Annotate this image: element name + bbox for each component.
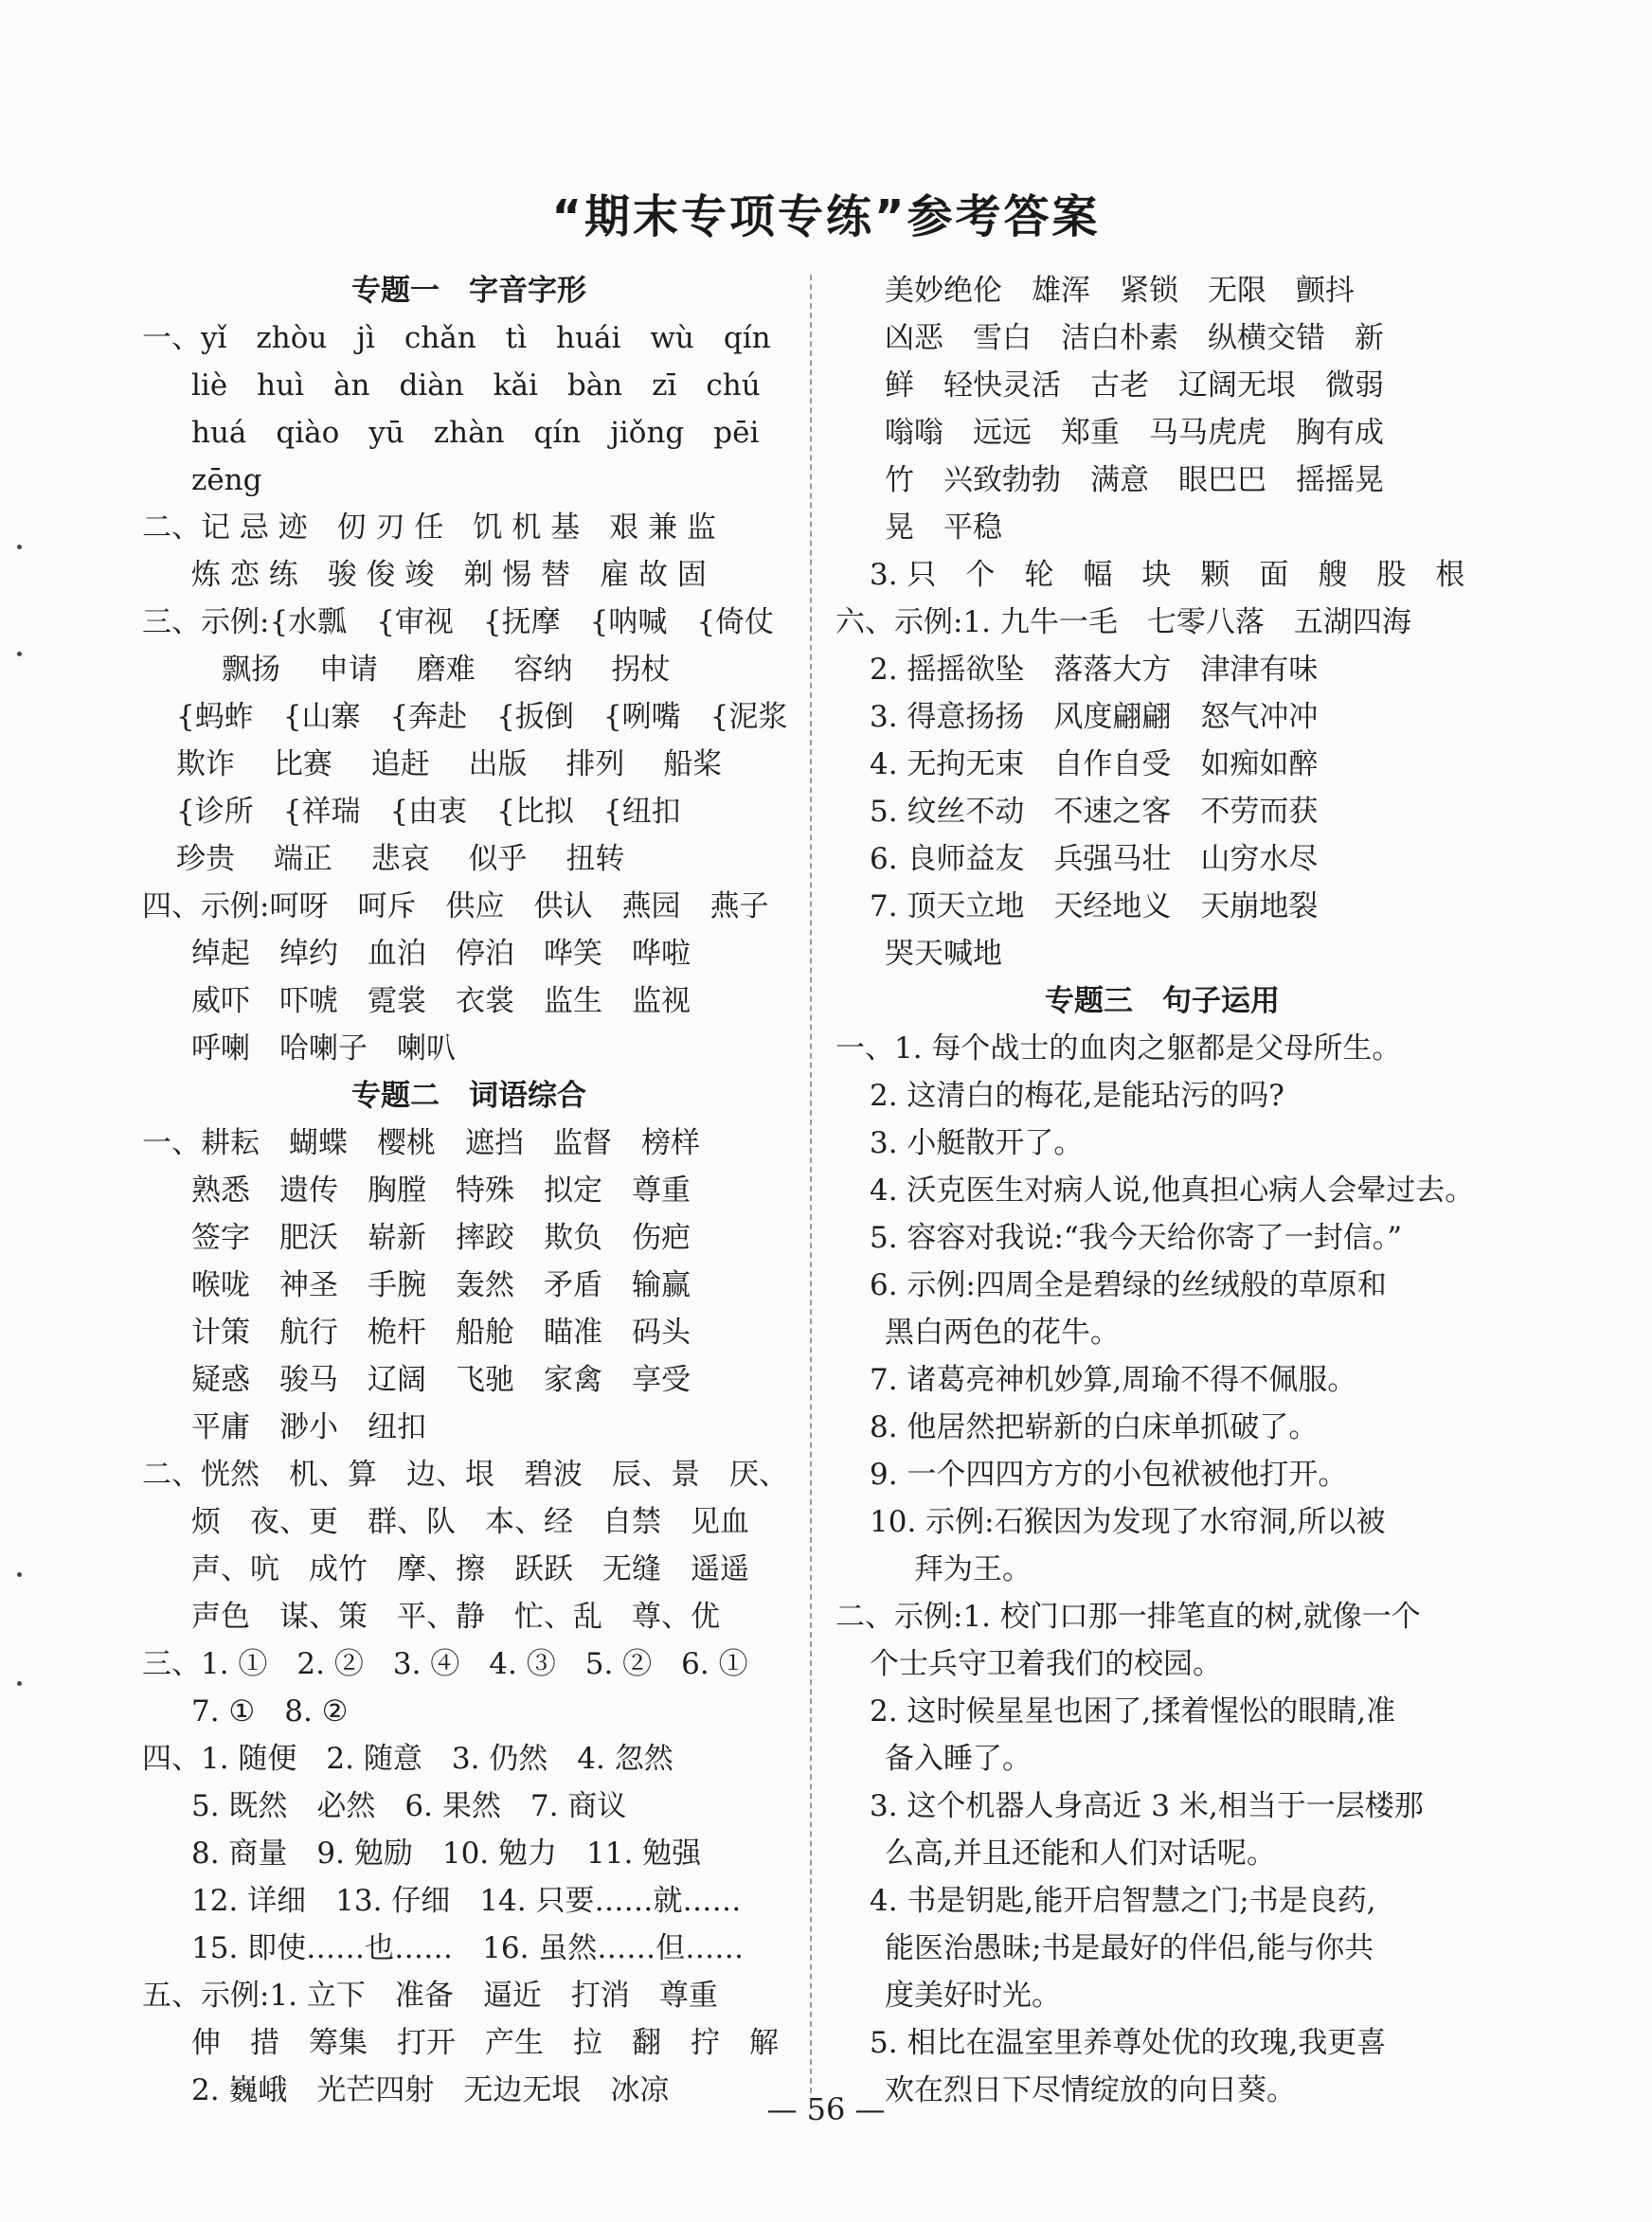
answer-line: {蚂蚱 {山寨 {奔赴 {扳倒 {咧嘴 {泥浆 [176,700,788,734]
answer-line: 5. 相比在温室里养尊处优的玫瑰,我更喜 [870,2026,1387,2060]
answer-line: 绰起 绰约 血泊 停泊 哗笑 哗啦 [191,937,691,971]
answer-line: 欺诈 比赛 追赶 出版 排列 船桨 [176,747,723,781]
answer-line: 3. 这个机器人身高近 3 米,相当于一层楼那 [870,1789,1424,1823]
margin-dot [17,545,22,549]
answer-line: 一、1. 每个战士的血肉之躯都是父母所生。 [835,1031,1402,1066]
answer-line: 计策 航行 桅杆 船舱 瞄准 码头 [191,1316,691,1350]
answer-line: 6. 良师益友 兵强马壮 山穷水尽 [870,842,1319,876]
answer-line: 黑白两色的花牛。 [885,1316,1120,1350]
answer-line: 7. 顶天立地 天经地义 天崩地裂 [870,889,1319,923]
page-number: — 56 — [766,2091,886,2127]
answer-line: 喉咙 神圣 手腕 轰然 矛盾 输赢 [191,1268,691,1302]
answer-line: 三、1. ① 2. ② 3. ④ 4. ③ 5. ② 6. ① [142,1647,748,1681]
left-column [142,267,796,2114]
answer-line: 竹 兴致勃勃 满意 眼巴巴 摇摇晃 [885,463,1384,497]
answer-line: 5. 纹丝不动 不速之客 不劳而获 [870,795,1319,829]
answer-line: 15. 即使……也…… 16. 虽然……但…… [191,1931,745,1965]
answer-line: 鲜 轻快灵活 古老 辽阔无垠 微弱 [885,368,1384,403]
answer-line: 熟悉 遗传 胸膛 特殊 拟定 尊重 [191,1174,691,1208]
answer-line: 6. 示例:四周全是碧绿的丝绒般的草原和 [870,1268,1387,1302]
answer-line: 12. 详细 13. 仔细 14. 只要……就…… [191,1884,742,1918]
answer-line: 六、示例:1. 九牛一毛 七零八落 五湖四海 [835,605,1411,639]
answer-line: 四、1. 随便 2. 随意 3. 仍然 4. 忽然 [142,1742,673,1776]
answer-line: 二、示例:1. 校门口那一排笔直的树,就像一个 [835,1600,1421,1634]
answer-line: 伸 措 筹集 打开 产生 拉 翻 拧 解 [191,2026,779,2060]
answer-line: liè huì àn diàn kǎi bàn zī chú [191,368,761,403]
answer-line: 一、yǐ zhòu jì chǎn tì huái wù qín [142,321,771,355]
answer-line: 平庸 渺小 纽扣 [191,1410,426,1444]
answer-line: 9. 一个四四方方的小包袱被他打开。 [870,1458,1348,1492]
answer-line: 晃 平稳 [885,511,1002,545]
answer-line: 一、耕耘 蝴蝶 樱桃 遮挡 监督 榜样 [142,1126,700,1160]
answer-line: 美妙绝伦 雄浑 紧锁 无限 颤抖 [885,274,1355,308]
answer-line: zēng [191,463,262,497]
column-divider [810,275,812,2093]
answer-line: 备入睡了。 [885,1742,1032,1776]
answer-line: 2. 这时候星星也困了,揉着惺忪的眼睛,准 [870,1694,1396,1729]
answer-line: 呼喇 哈喇子 喇叭 [191,1031,456,1066]
answer-line: 10. 示例:石猴因为发现了水帘洞,所以被 [870,1505,1386,1539]
answer-line: 声色 谋、策 平、静 忙、乱 尊、优 [191,1600,720,1634]
answer-line: 声、吭 成竹 摩、擦 跃跃 无缝 遥遥 [191,1552,749,1586]
answer-line: 么高,并且还能和人们对话呢。 [885,1837,1276,1871]
answer-line: 二、记 忌 迹 仞 刃 任 饥 机 基 艰 兼 监 [142,511,716,545]
margin-dot [17,1681,22,1686]
section-title: 专题一 字音字形 [351,274,586,308]
section-title: 专题三 句子运用 [1045,984,1280,1018]
answer-line: 个士兵守卫着我们的校园。 [870,1647,1222,1681]
answer-line: 7. 诸葛亮神机妙算,周瑜不得不佩服。 [870,1363,1357,1397]
answer-line: 5. 容容对我说:“我今天给你寄了一封信。” [870,1221,1403,1255]
answer-line: 4. 书是钥匙,能开启智慧之门;书是良药, [870,1884,1376,1918]
margin-dot [17,1572,22,1577]
answer-line: 炼 恋 练 骏 俊 竣 剃 惕 替 雇 故 固 [191,558,707,592]
answer-line: huá qiào yū zhàn qín jiǒng pēi [191,416,760,450]
answer-line: 凶恶 雪白 洁白朴素 纵横交错 新 [885,321,1384,355]
page-title: “期末专项专练”参考答案 [551,190,1101,243]
answer-line: 疑惑 骏马 辽阔 飞驰 家禽 享受 [191,1363,691,1397]
answer-line: 四、示例:呵呀 呵斥 供应 供认 燕园 燕子 [142,889,769,923]
answer-line: 4. 无拘无束 自作自受 如痴如醉 [870,747,1319,781]
answer-line: 烦 夜、更 群、队 本、经 自禁 见血 [191,1505,749,1539]
answer-line: 5. 既然 必然 6. 果然 7. 商议 [191,1789,627,1823]
answer-line: 三、示例:{水瓢 {审视 {抚摩 {呐喊 {倚仗 [142,605,775,639]
answer-line: 哭天喊地 [885,937,1002,971]
answer-line: 3. 只 个 轮 幅 块 颗 面 艘 股 根 [870,558,1465,592]
answer-line: 度美好时光。 [885,1979,1061,2013]
margin-dot [17,652,22,656]
answer-line: 五、示例:1. 立下 准备 逼近 打消 尊重 [142,1979,718,2013]
answer-line: 飘扬 申请 磨难 容纳 拐杖 [222,653,671,687]
right-column [835,267,1489,2114]
answer-line: 能医治愚昧;书是最好的伴侣,能与你共 [885,1931,1374,1965]
answer-line: 2. 这清白的梅花,是能玷污的吗? [870,1079,1284,1113]
answer-line: 4. 沃克医生对病人说,他真担心病人会晕过去。 [870,1174,1475,1208]
answer-line: 2. 巍峨 光芒四射 无边无垠 冰凉 [191,2073,670,2107]
answer-line: 2. 摇摇欲坠 落落大方 津津有味 [870,653,1319,687]
answer-line: {诊所 {祥瑞 {由衷 {比拟 {纽扣 [176,795,681,829]
answer-line: 嗡嗡 远远 郑重 马马虎虎 胸有成 [885,416,1384,450]
answer-line: 欢在烈日下尽情绽放的向日葵。 [885,2073,1296,2107]
answer-line: 3. 得意扬扬 风度翩翩 怒气冲冲 [870,700,1319,734]
answer-line: 威吓 吓唬 霓裳 衣裳 监生 监视 [191,984,691,1018]
answer-line: 3. 小艇散开了。 [870,1126,1084,1160]
answer-line: 拜为王。 [885,1552,1032,1586]
answer-line: 签字 肥沃 崭新 摔跤 欺负 伤疤 [191,1221,691,1255]
answer-line: 珍贵 端正 悲哀 似乎 扭转 [176,842,625,876]
answer-line: 二、恍然 机、算 边、垠 碧波 辰、景 厌、 [142,1458,788,1492]
answer-line: 8. 他居然把崭新的白床单抓破了。 [870,1410,1319,1444]
answer-line: 7. ① 8. ② [191,1694,349,1729]
section-title: 专题二 词语综合 [351,1079,586,1113]
answer-line: 8. 商量 9. 勉励 10. 勉力 11. 勉强 [191,1837,702,1871]
